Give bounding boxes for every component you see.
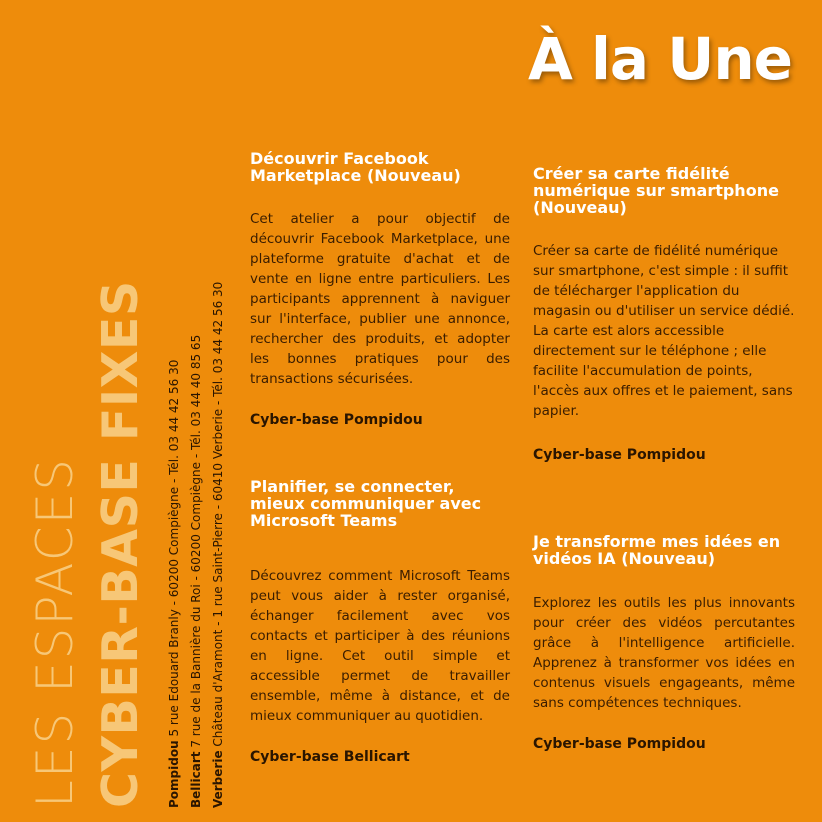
- article-carte-fidelite: [533, 165, 795, 464]
- article-body: Cet atelier a pour objectif de découvrir Facebook Marketplace, une plateforme gratuite d'achat et de vente en ligne entre particuliers. Les participants apprennent à naviguer sur l'interface, publier une annonce, rechercher des produits, et adopter les bonnes pratiques pour des transactions sécurisées.: [250, 211, 510, 387]
- article-title: Planifier, se connecter, mieux communiquer avec Microsoft Teams: [250, 477, 482, 530]
- address-name: Pompidou: [167, 740, 181, 808]
- sidebar-title-light: LES ESPACES: [26, 457, 84, 808]
- article-facebook-marketplace: [250, 150, 510, 429]
- article-location: Cyber-base Pompidou: [533, 447, 706, 463]
- page-title: À la Une: [527, 25, 792, 93]
- address-details: 7 rue de la Bannière du Roi - 60200 Compiègne - Tél. 03 44 40 85 65: [189, 334, 203, 752]
- address-verberie: [212, 282, 224, 808]
- article-videos-ia: [533, 533, 795, 753]
- address-bellicart: [190, 335, 202, 808]
- sidebar: [26, 198, 250, 808]
- article-body: Créer sa carte de fidélité numérique sur smartphone, c'est simple : il suffit de télécharger l'application du magasin ou d'utiliser un service dédié. La carte est alors accessible directement sur le téléphone ; elle facilite l'accumulation de points, l'accès aux offres et le paiement, sans papier.: [533, 243, 795, 419]
- article-body: Explorez les outils les plus innovants pour créer des vidéos percutantes grâce à l'intelligence artificielle. Apprenez à transformer vos idées en contenus visuels engageants, même sans compétences techniques.: [533, 595, 795, 711]
- article-body: Découvrez comment Microsoft Teams peut vous aider à rester organisé, échanger facilement avec vos contacts et participer à des réunions en ligne. Cet outil simple et accessible permet de travailler ensemble, même à distance, et de mieux communiquer au quotidien.: [250, 568, 510, 724]
- address-name: Verberie: [211, 750, 225, 808]
- address-name: Bellicart: [189, 751, 203, 808]
- address-pompidou: [168, 360, 180, 808]
- article-location: Cyber-base Pompidou: [533, 736, 706, 752]
- address-details: 5 rue Edouard Branly - 60200 Compiègne - Tél. 03 44 42 56 30: [167, 359, 181, 741]
- article-title: Découvrir Facebook Marketplace (Nouveau): [250, 149, 461, 185]
- article-microsoft-teams: [250, 478, 510, 766]
- article-location: Cyber-base Bellicart: [250, 749, 410, 765]
- address-details: Château d'Aramont - 1 rue Saint-Pierre - 60410 Verberie - Tél. 03 44 42 56 30: [211, 281, 225, 751]
- article-location: Cyber-base Pompidou: [250, 412, 423, 428]
- article-title: Je transforme mes idées en vidéos IA (Nouveau): [533, 532, 781, 568]
- sidebar-title-bold: CYBER-BASE FIXES: [92, 280, 149, 808]
- article-title: Créer sa carte fidélité numérique sur smartphone (Nouveau): [533, 164, 779, 217]
